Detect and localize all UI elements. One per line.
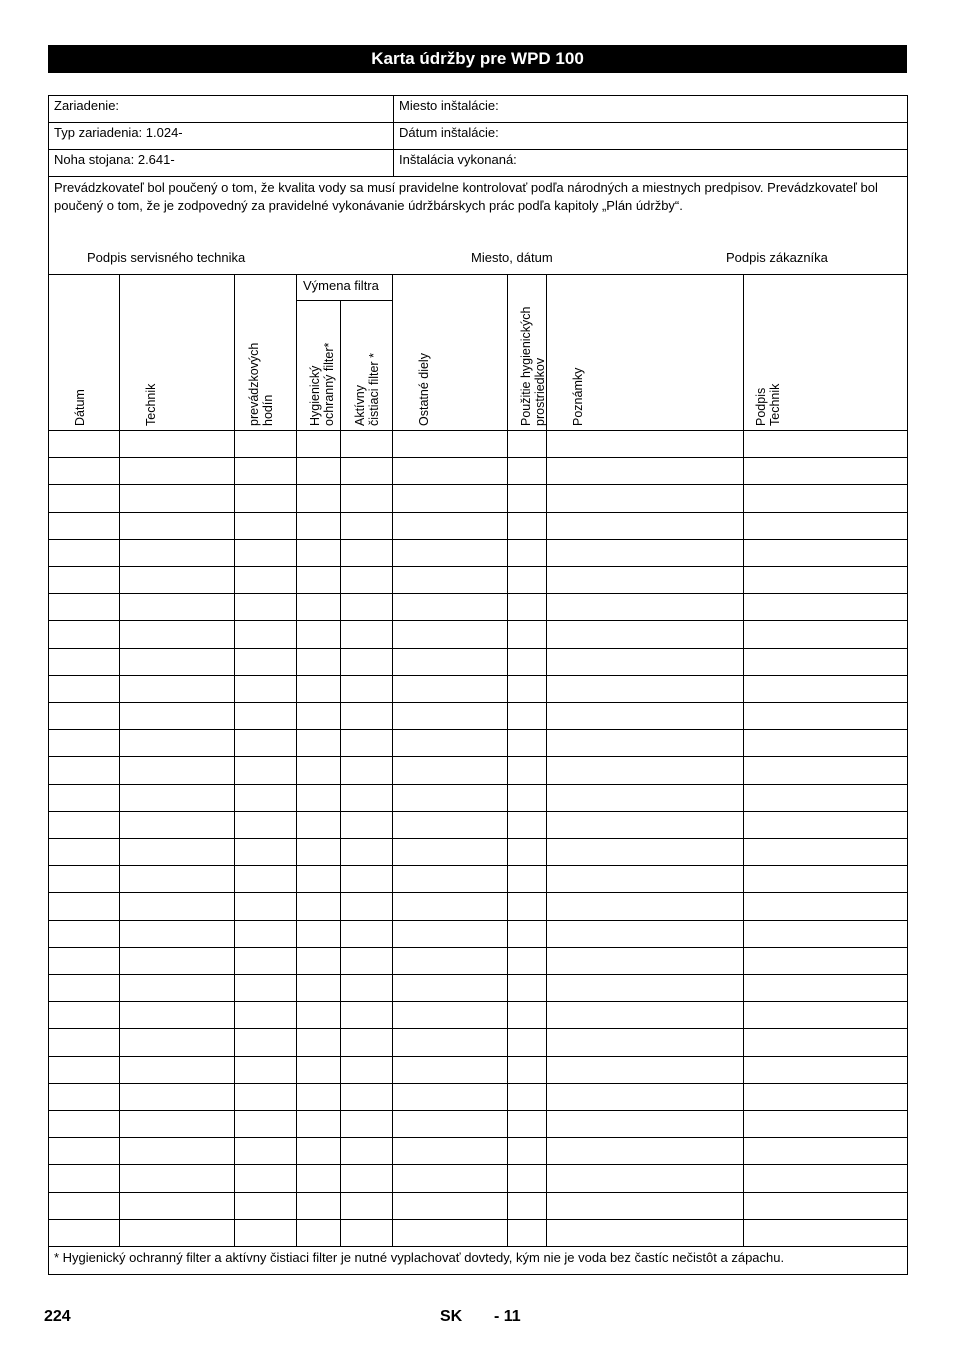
page-title: Karta údržby pre WPD 100 xyxy=(48,45,907,73)
grid-line xyxy=(48,729,908,730)
grid-line xyxy=(48,176,908,177)
device-label: Zariadenie: xyxy=(54,98,120,113)
grid-line xyxy=(340,300,341,1247)
grid-line xyxy=(48,1192,908,1193)
grid-line xyxy=(48,484,908,485)
grid-line xyxy=(48,1028,908,1029)
grid-line xyxy=(48,95,908,96)
grid-line xyxy=(48,539,908,540)
col-header-operating-hours: prevádzkových hodín xyxy=(247,342,275,426)
grid-line xyxy=(48,566,908,567)
filter-change-header: Výmena filtra xyxy=(303,278,379,293)
grid-line xyxy=(48,784,908,785)
grid-line xyxy=(48,702,908,703)
grid-line xyxy=(48,430,908,431)
grid-line xyxy=(48,865,908,866)
grid-line xyxy=(48,122,908,123)
stand-leg-label: Noha stojana: 2.641- xyxy=(54,152,175,167)
grid-line xyxy=(48,593,908,594)
grid-line xyxy=(48,648,908,649)
grid-line xyxy=(48,675,908,676)
col-header-date: Dátum xyxy=(73,389,87,426)
grid-line xyxy=(48,149,908,150)
grid-line xyxy=(48,1056,908,1057)
grid-line xyxy=(48,1164,908,1165)
col-header-other-parts: Ostatné diely xyxy=(417,353,431,426)
col-header-active-filter: Aktívny čistiaci filter * xyxy=(353,353,381,426)
place-date-label: Miesto, dátum xyxy=(471,250,553,265)
grid-line xyxy=(48,457,908,458)
grid-line xyxy=(48,1219,908,1220)
grid-line xyxy=(48,920,908,921)
device-type-label: Typ zariadenia: 1.024- xyxy=(54,125,183,140)
grid-line xyxy=(48,811,908,812)
installed-by-label: Inštalácia vykonaná: xyxy=(399,152,517,167)
grid-line xyxy=(234,274,235,1247)
grid-line xyxy=(48,274,908,275)
grid-line xyxy=(48,756,908,757)
grid-line xyxy=(907,95,908,1275)
grid-line xyxy=(507,274,508,1247)
grid-line xyxy=(48,974,908,975)
install-place-label: Miesto inštalácie: xyxy=(399,98,499,113)
grid-line xyxy=(48,512,908,513)
grid-line xyxy=(119,274,120,1247)
col-header-notes: Poznámky xyxy=(571,367,585,426)
col-header-technician: Technik xyxy=(144,383,158,426)
technician-signature-label: Podpis servisného technika xyxy=(87,250,246,265)
operator-notice: Prevádzkovateľ bol poučený o tom, že kvalita vody sa musí pravidelne kontrolovať podľa národných a miestnych predpisov. Prevádzkovateľ bol poučený o tom, že je zodpovedný za pravidelné vykonávanie údržbárskych prác podľa kapitoly „Plán údržby“. xyxy=(54,180,878,213)
grid-line xyxy=(48,1246,908,1247)
sub-page-number: - 11 xyxy=(494,1308,521,1325)
grid-line xyxy=(743,274,744,1247)
install-date-label: Dátum inštalácie: xyxy=(399,125,499,140)
grid-line xyxy=(48,892,908,893)
grid-line xyxy=(393,95,394,177)
grid-line xyxy=(48,95,49,1275)
language-code: SK xyxy=(440,1308,463,1325)
grid-line xyxy=(48,1110,908,1111)
col-header-signature: Podpis Technik xyxy=(754,383,782,426)
page-number: 224 xyxy=(44,1308,71,1325)
grid-line xyxy=(48,947,908,948)
grid-line xyxy=(48,1083,908,1084)
grid-line xyxy=(48,620,908,621)
grid-line xyxy=(296,274,297,1247)
customer-signature-label: Podpis zákazníka xyxy=(726,250,828,265)
grid-line xyxy=(48,1274,908,1275)
grid-line xyxy=(48,1001,908,1002)
col-header-hygiene-agents: Použitie hygienických prostriedkov xyxy=(519,306,547,426)
grid-line xyxy=(48,1137,908,1138)
footnote: * Hygienický ochranný filter a aktívny čistiaci filter je nutné vyplachovať dovtedy, kým nie je voda bez častíc nečistôt a zápachu. xyxy=(54,1250,785,1265)
col-header-hygienic-filter: Hygienický ochranný filter* xyxy=(308,342,336,426)
grid-line xyxy=(392,274,393,1247)
grid-line xyxy=(48,838,908,839)
